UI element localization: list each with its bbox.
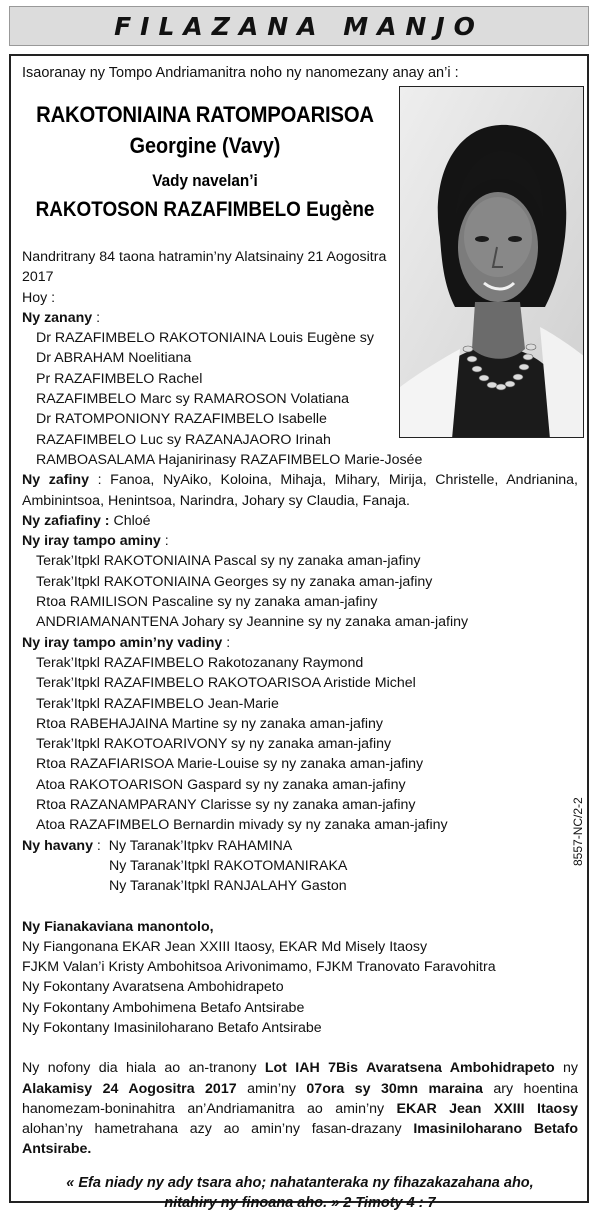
list-item: Rtoa RABEHAJAINA Martine sy ny zanaka aman-jafiny (36, 715, 383, 732)
funeral-text: alohan’ny hametrahana azy ao amin’ny fasan-drazany (22, 1121, 414, 1138)
list-item: Atoa RAZAFIMBELO Bernardin mivady sy ny zanaka aman-jafiny (36, 817, 448, 834)
list-item: RAZAFIMBELO Luc sy RAZANAJAORO Irinah (36, 431, 331, 448)
intro-text: Isaoranay ny Tompo Andriamanitra noho ny nanomezany anay an’i : (22, 65, 459, 81)
list-item: Ny Fokontany Ambohimena Betafo Antsirabe (22, 999, 305, 1016)
list-item: Rtoa RAZANAMPARANY Clarisse sy ny zanaka aman-jafiny (36, 797, 416, 814)
list-item: Terak’Itpkl RAZAFIMBELO RAKOTOARISOA Aristide Michel (36, 675, 416, 692)
funeral-text: ary hoentina hanomezam-boninahitra an’Andriamanitra ao amin’ny (22, 1080, 578, 1117)
iray-tampo-vadiny-heading (22, 633, 578, 653)
zafiny-label: Ny zafiny (22, 472, 89, 489)
iray-tampo-aminy-heading (22, 531, 578, 551)
iray-tampo-vadiny-label: Ny iray tampo amin’ny vadiny (22, 634, 223, 651)
iray-tampo-aminy-colon: : (160, 533, 169, 550)
funeral-text: amin’ny (236, 1080, 307, 1097)
iray-tampo-aminy-label: Ny iray tampo aminy (22, 533, 161, 550)
funeral-time: 07ora sy 30mn maraina (306, 1080, 483, 1097)
zafiny-paragraph (22, 470, 578, 511)
deceased-given-name: Georgine (Vavy) (129, 133, 281, 158)
funeral-text: Ny nofony dia hiala ao an-tranony (22, 1060, 265, 1077)
notice-frame (9, 54, 589, 1211)
zafiafiny-line (22, 511, 578, 531)
zanany-label: Ny zanany (22, 309, 93, 326)
funeral-address: Lot IAH 7Bis Avaratsena Ambohidrapeto (264, 1060, 555, 1077)
zanany-heading (22, 308, 578, 328)
list-item: ANDRIAMANANTENA Johary sy Jeannine sy ny zanaka aman-jafiny (36, 614, 469, 631)
list-item: Terak’Itpkl RAZAFIMBELO Jean-Marie (36, 695, 279, 712)
havany-colon: : (92, 837, 101, 854)
list-item: Dr RATOMPONIONY RAZAFIMBELO Isabelle (36, 411, 327, 428)
zafiny-text: : Fanoa, NyAiko, Koloina, Mihaja, Mihary, Mirija, Christelle, Andrianina, Ambinintsoa, Henintsoa, Narindra, Johary sy Claudia, Fanaja. (22, 472, 578, 509)
iray-tampo-vadiny-colon: : (222, 634, 231, 651)
funeral-church: EKAR Jean XXIII Itaosy (396, 1100, 578, 1117)
spouse-name: RAKOTOSON RAZAFIMBELO Eugène (35, 198, 375, 221)
zafiafiny-label: Ny zafiafiny : (22, 512, 110, 529)
list-item: Terak’Itpkl RAKOTOARIVONY sy ny zanaka aman-jafiny (36, 736, 392, 753)
list-item: Rtoa RAZAFIARISOA Marie-Louise sy ny zanaka aman-jafiny (36, 756, 424, 773)
list-item: Ny Taranak’Itpkl RANJALAHY Gaston (109, 878, 347, 895)
funeral-text: ny (554, 1060, 578, 1077)
list-item: Terak’Itpkl RAZAFIMBELO Rakotozanany Raymond (36, 654, 364, 671)
list-item: Pr RAZAFIMBELO Rachel (36, 370, 203, 387)
fianakaviana-heading (22, 917, 578, 937)
spacer (22, 897, 578, 917)
funeral-paragraph (22, 1058, 578, 1159)
deceased-name: RAKOTONIAINA RATOMPOARISOA (36, 102, 374, 127)
list-item: Terak’Itpkl RAKOTONIAINA Pascal sy ny zanaka aman-jafiny (36, 553, 421, 570)
funeral-date: Alakamisy 24 Aogositra 2017 (22, 1080, 237, 1097)
list-item: Ny Fokontany Avaratsena Ambohidrapeto (22, 979, 284, 996)
list-item: Ny Taranak’Itpkl RAKOTOMANIRAKA (109, 857, 348, 874)
bible-quote (22, 1173, 578, 1213)
list-item: Ny Taranak’Itpkv RAHAMINA (108, 837, 293, 854)
list-item: RAZAFIMBELO Marc sy RAMAROSON Volatiana (36, 391, 349, 408)
banner (9, 6, 589, 46)
notice-body (22, 247, 578, 1213)
havany-label: Ny havany (22, 837, 93, 854)
list-item: Dr RAZAFIMBELO RAKOTONIAINA Louis Eugène sy (36, 330, 374, 347)
list-item: Dr ABRAHAM Noelitiana (36, 350, 192, 367)
quote-line: « Efa niady ny ady tsara aho; nahatanteraka ny fihazakazahana aho, (66, 1174, 534, 1191)
banner-title: FILAZANA MANJO (114, 11, 484, 41)
reference-code: 8557-NC/2-2 (571, 797, 585, 866)
list-item: Ny Fokontany Imasiniloharano Betafo Antsirabe (22, 1019, 322, 1036)
list-item: Ny Fiangonana EKAR Jean XXIII Itaosy, EKAR Md Misely Itaosy (22, 938, 428, 955)
fianakaviana-label: Ny Fianakaviana manontolo, (22, 918, 214, 935)
funeral-burial-place: Imasiniloharano Betafo Antsirabe. (22, 1121, 578, 1158)
zafiafiny-text: Chloé (109, 512, 151, 529)
quote-line: nitahiry ny finoana aho. » 2 Timoty 4 : 7 (164, 1194, 436, 1211)
list-item: Terak’Itpkl RAKOTONIAINA Georges sy ny zanaka aman-jafiny (36, 573, 433, 590)
death-info: Nandritrany 84 taona hatramin’ny Alatsinainy 21 Aogositra 2017 (22, 249, 387, 286)
hoy-label: Hoy : (22, 289, 56, 306)
havany-line (22, 836, 578, 856)
zanany-colon: : (92, 309, 101, 326)
list-item: RAMBOASALAMA Hajanirinasy RAZAFIMBELO Marie-Josée (36, 451, 423, 468)
list-item: Rtoa RAMILISON Pascaline sy ny zanaka aman-jafiny (36, 594, 378, 611)
reference-container (571, 786, 585, 866)
list-item: FJKM Valan’i Kristy Ambohitsoa Arivonimamo, FJKM Tranovato Faravohitra (22, 959, 496, 976)
list-item: Atoa RAKOTOARISON Gaspard sy ny zanaka aman-jafiny (36, 776, 406, 793)
relation-label: Vady navelan’i (152, 171, 258, 190)
spacer (22, 1038, 578, 1058)
spacer (22, 1160, 578, 1173)
